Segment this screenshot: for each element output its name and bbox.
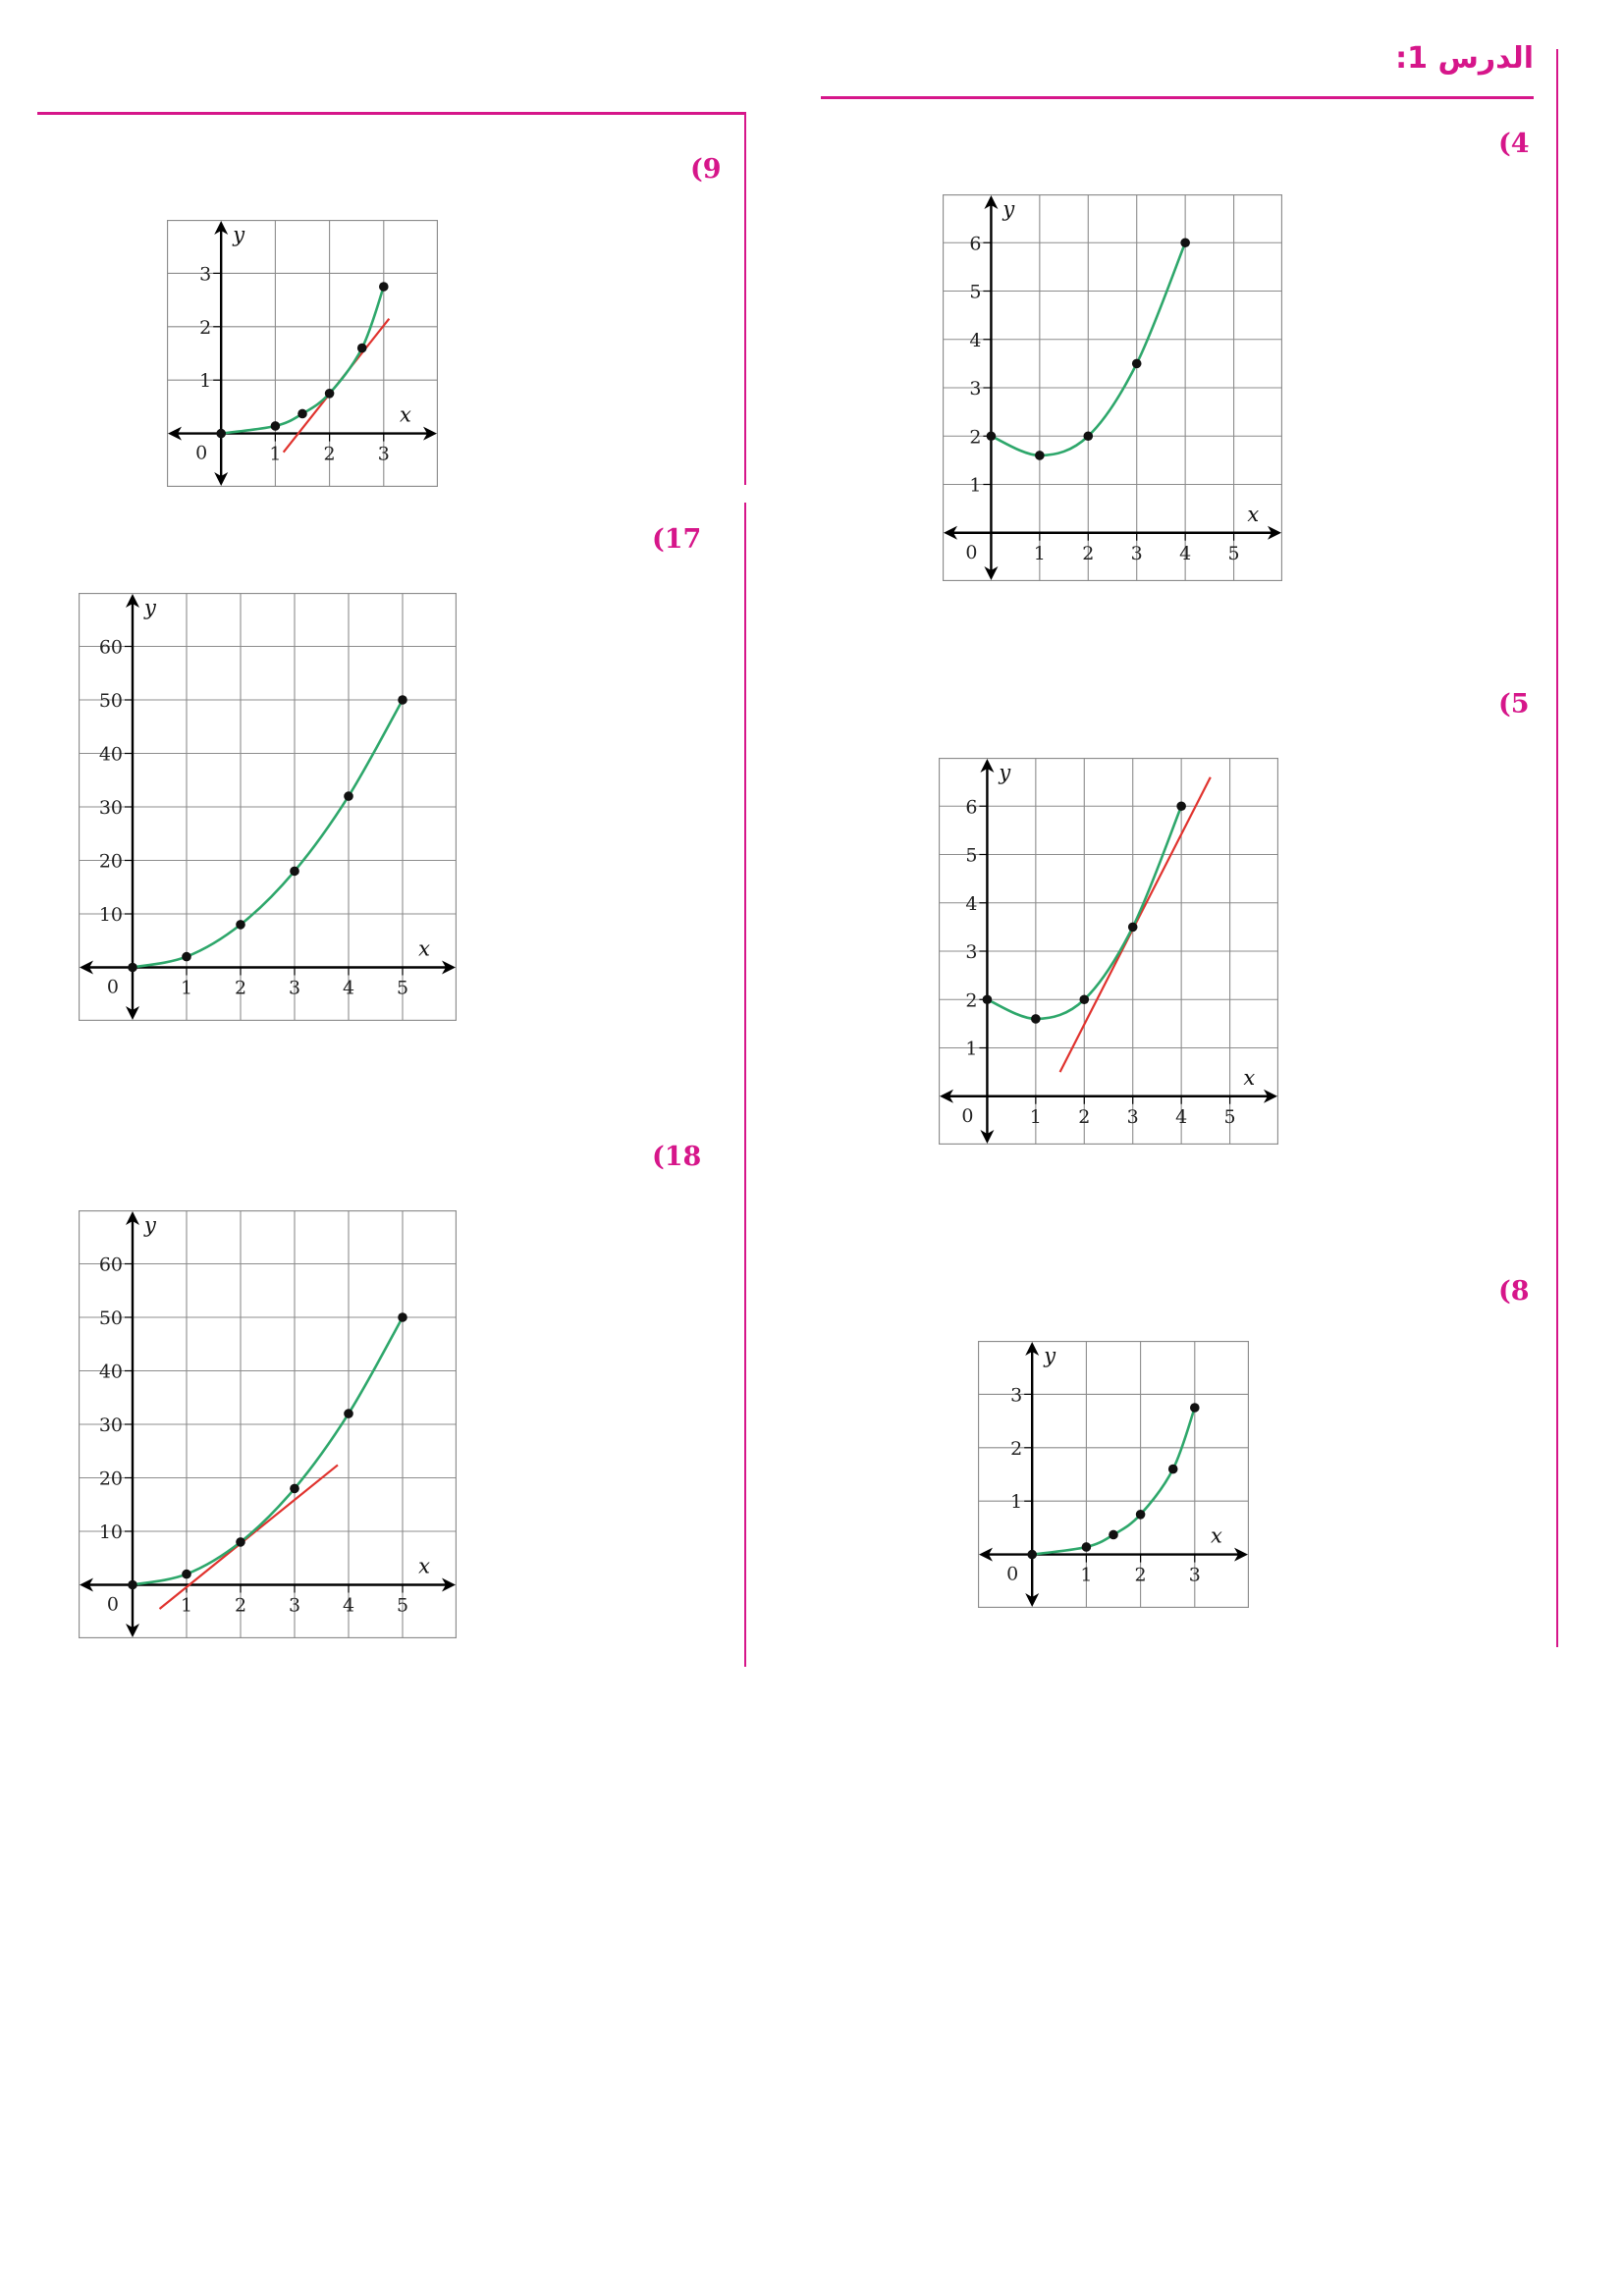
y-tick-label: 2 (965, 989, 978, 1012)
data-point (357, 344, 367, 353)
chart-svg-4 (943, 194, 1282, 581)
x-tick-label: 2 (1134, 1564, 1147, 1586)
x-tick-label: 4 (342, 977, 355, 999)
x-axis-label: x (418, 1554, 430, 1578)
data-point (236, 1537, 245, 1547)
x-axis-label: x (1243, 1065, 1256, 1090)
y-axis-label: y (144, 596, 156, 619)
y-tick-label: 3 (1010, 1384, 1023, 1407)
data-point (325, 389, 335, 399)
data-point (1128, 923, 1138, 933)
chart-svg-18 (79, 1210, 457, 1638)
y-tick-label: 2 (969, 426, 982, 449)
exercise-number-4: (4 (1498, 129, 1530, 159)
data-point (1136, 1510, 1146, 1520)
y-tick-label: 40 (98, 1361, 123, 1383)
origin-label: 0 (1006, 1563, 1019, 1585)
chart-svg-8 (978, 1341, 1249, 1608)
x-tick-label: 1 (1080, 1564, 1093, 1586)
data-point (1180, 238, 1190, 247)
x-tick-label: 4 (1179, 542, 1192, 564)
graph-exercise-4 (943, 194, 1282, 581)
x-tick-label: 3 (1130, 542, 1143, 564)
y-axis-label: y (233, 223, 245, 246)
exercise-number-8: (8 (1498, 1276, 1530, 1307)
graph-exercise-8 (978, 1341, 1249, 1608)
y-tick-label: 30 (98, 797, 123, 819)
x-axis-label: x (399, 402, 411, 427)
exercise-number-17: (17 (652, 524, 702, 555)
column-rule-mid-top (744, 112, 746, 485)
exercise-number-9: (9 (690, 154, 722, 185)
origin-label: 0 (195, 442, 208, 464)
x-tick-label: 5 (396, 1594, 409, 1617)
y-tick-label: 1 (199, 370, 212, 393)
data-point (1190, 1403, 1200, 1413)
y-tick-label: 20 (98, 850, 123, 873)
y-tick-label: 60 (98, 636, 123, 659)
x-axis-label: x (1210, 1523, 1222, 1548)
data-point (298, 409, 307, 419)
y-tick-label: 10 (98, 904, 123, 926)
x-tick-label: 1 (1033, 542, 1046, 564)
x-tick-label: 2 (234, 1594, 247, 1617)
x-tick-label: 1 (180, 977, 193, 999)
x-axis-label: x (418, 936, 430, 961)
y-tick-label: 2 (199, 316, 212, 339)
x-tick-label: 4 (1175, 1105, 1188, 1128)
x-axis-label: x (1247, 502, 1260, 526)
y-tick-label: 5 (965, 844, 978, 867)
y-tick-label: 1 (965, 1038, 978, 1060)
data-point (344, 1409, 353, 1418)
x-tick-label: 1 (1029, 1105, 1042, 1128)
exercise-number-18: (18 (652, 1142, 702, 1172)
x-tick-label: 3 (377, 443, 390, 465)
data-point (983, 994, 993, 1004)
data-point (1082, 1542, 1092, 1552)
data-point (1079, 994, 1089, 1004)
graph-exercise-17 (79, 593, 457, 1021)
data-point (271, 421, 281, 431)
y-tick-label: 6 (965, 796, 978, 819)
data-point (344, 791, 353, 801)
curve-line (133, 1317, 403, 1585)
x-tick-label: 4 (342, 1594, 355, 1617)
data-point (128, 963, 137, 973)
chart-frame (979, 1342, 1249, 1608)
data-point (1176, 801, 1186, 811)
curve-line (133, 700, 403, 968)
origin-label: 0 (965, 541, 978, 563)
x-tick-label: 5 (1223, 1105, 1236, 1128)
chart-svg-5 (939, 758, 1278, 1145)
chart-svg-9 (167, 220, 438, 487)
data-point (290, 1484, 299, 1494)
y-tick-label: 3 (965, 941, 978, 963)
y-tick-label: 5 (969, 281, 982, 303)
origin-label: 0 (961, 1104, 974, 1127)
graph-exercise-9 (167, 220, 438, 487)
y-tick-label: 60 (98, 1254, 123, 1276)
y-tick-label: 3 (969, 378, 982, 400)
y-tick-label: 50 (98, 690, 123, 712)
y-tick-label: 30 (98, 1415, 123, 1436)
data-point (1031, 1014, 1041, 1024)
chart-svg-17 (79, 593, 457, 1021)
y-tick-label: 40 (98, 743, 123, 766)
y-tick-label: 2 (1010, 1437, 1023, 1460)
data-point (216, 429, 226, 439)
header-rule-right (821, 96, 1534, 99)
data-point (398, 695, 407, 705)
data-point (236, 920, 245, 930)
graph-exercise-18 (79, 1210, 457, 1638)
chart-frame (168, 221, 438, 487)
y-tick-label: 4 (965, 892, 978, 915)
data-point (1035, 451, 1045, 460)
x-tick-label: 5 (396, 977, 409, 999)
data-point (1027, 1550, 1037, 1560)
y-axis-label: y (999, 761, 1011, 784)
x-tick-label: 3 (288, 977, 301, 999)
y-tick-label: 1 (969, 474, 982, 497)
x-tick-label: 3 (1126, 1105, 1139, 1128)
lesson-title: الدرس 1: (1395, 41, 1534, 76)
x-tick-label: 1 (269, 443, 282, 465)
y-tick-label: 3 (199, 263, 212, 286)
origin-label: 0 (106, 976, 119, 998)
x-tick-label: 2 (1082, 542, 1095, 564)
data-point (128, 1580, 137, 1590)
x-tick-label: 2 (1078, 1105, 1091, 1128)
data-point (987, 431, 997, 441)
y-tick-label: 10 (98, 1522, 123, 1543)
data-point (182, 952, 191, 962)
y-axis-label: y (1044, 1344, 1056, 1367)
y-tick-label: 6 (969, 233, 982, 255)
column-rule-mid (744, 503, 746, 1667)
y-tick-label: 1 (1010, 1491, 1023, 1514)
data-point (1083, 431, 1093, 441)
origin-label: 0 (106, 1593, 119, 1616)
column-rule-right (1556, 49, 1558, 1647)
y-tick-label: 20 (98, 1468, 123, 1490)
x-tick-label: 3 (1188, 1564, 1201, 1586)
x-tick-label: 5 (1227, 542, 1240, 564)
data-point (1109, 1530, 1118, 1540)
x-tick-label: 3 (288, 1594, 301, 1617)
data-point (379, 282, 389, 292)
exercise-number-5: (5 (1498, 689, 1530, 720)
data-point (1168, 1465, 1178, 1474)
data-point (290, 867, 299, 877)
x-tick-label: 2 (323, 443, 336, 465)
x-tick-label: 2 (234, 977, 247, 999)
header-rule-left (37, 112, 744, 115)
x-tick-label: 1 (180, 1594, 193, 1617)
data-point (398, 1312, 407, 1322)
y-tick-label: 4 (969, 329, 982, 351)
data-point (1132, 359, 1142, 369)
y-axis-label: y (144, 1213, 156, 1237)
data-point (182, 1570, 191, 1579)
y-tick-label: 50 (98, 1308, 123, 1329)
graph-exercise-5 (939, 758, 1278, 1145)
y-axis-label: y (1002, 197, 1015, 221)
